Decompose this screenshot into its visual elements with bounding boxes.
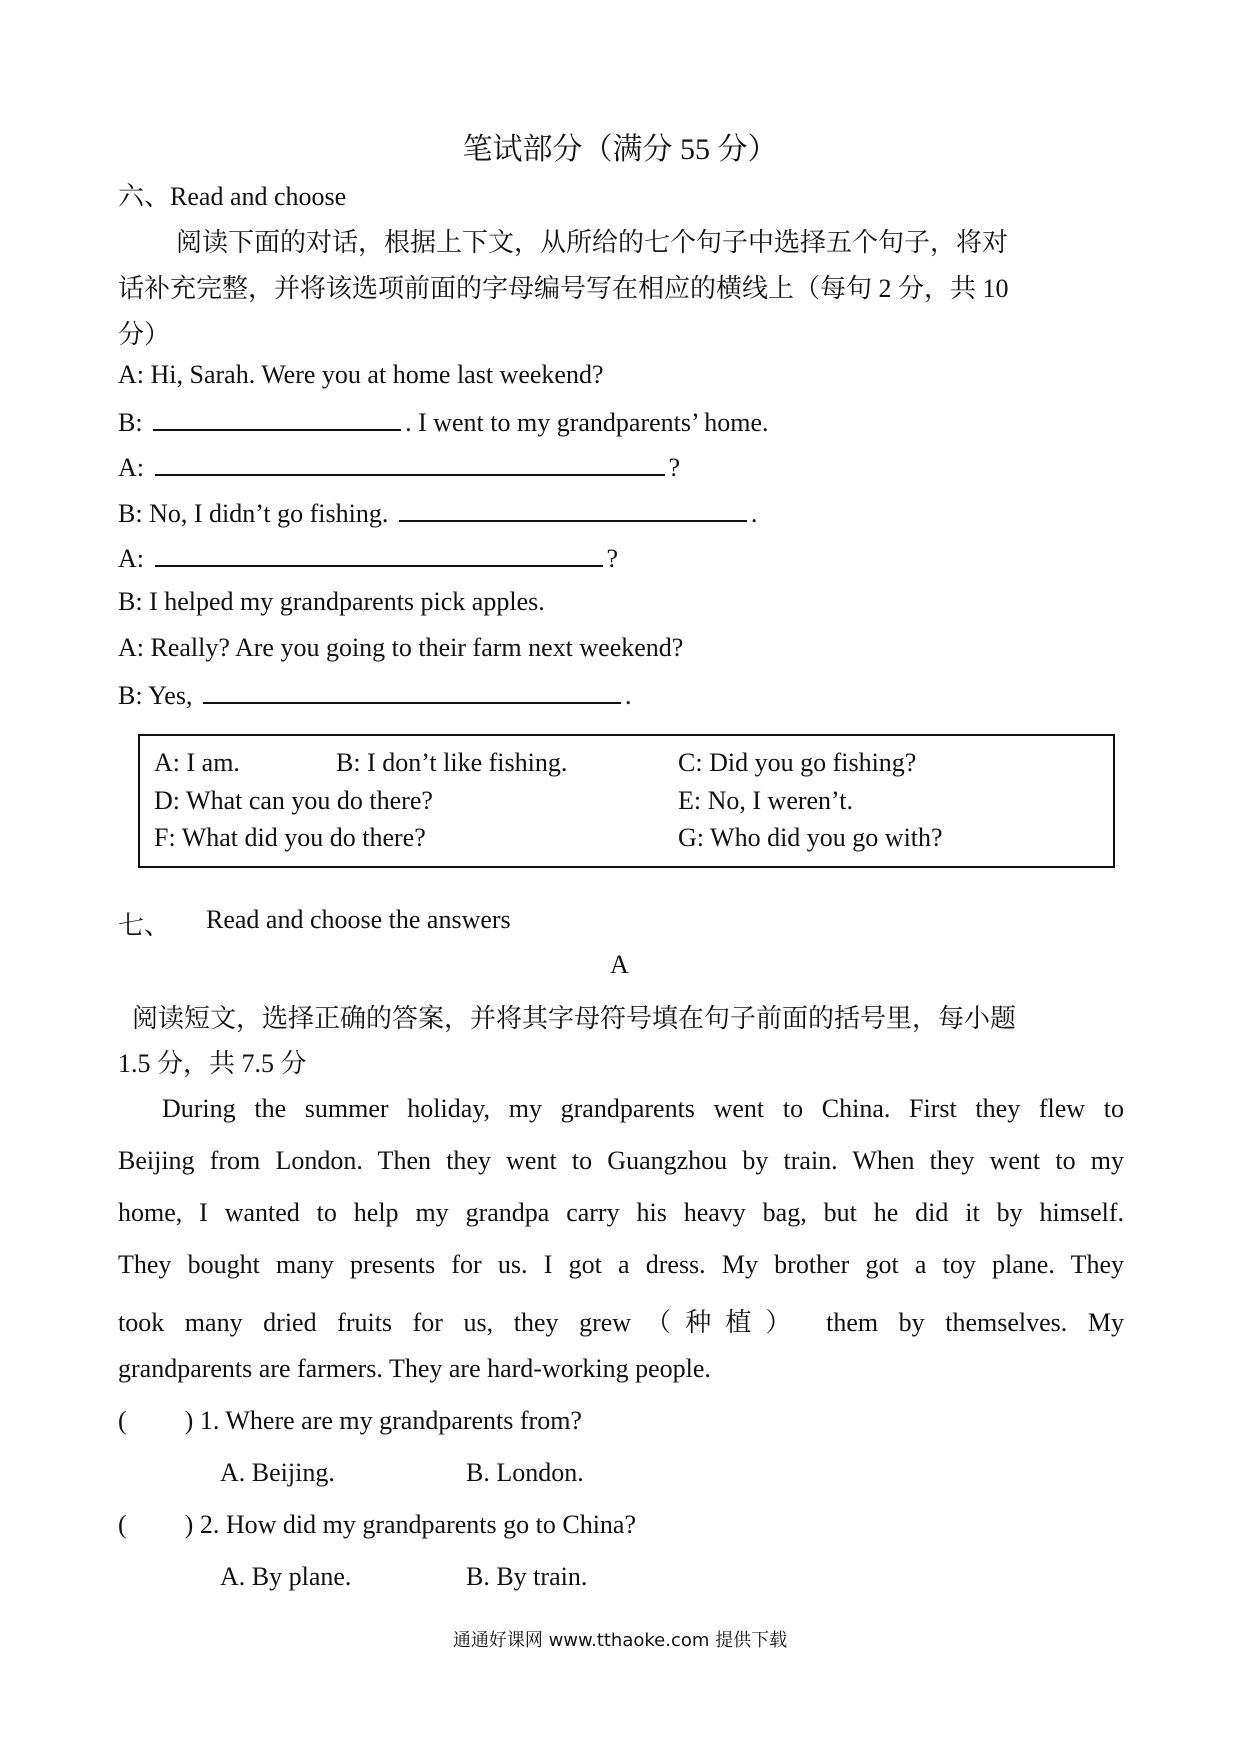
section-7-instruction-line-2: 1.5 分，共 7.5 分 bbox=[118, 1049, 307, 1078]
option-d: D: What can you do there? bbox=[154, 786, 433, 815]
question-2 bbox=[118, 1510, 636, 1540]
dialogue-speaker: B: bbox=[118, 587, 143, 616]
answer-blank[interactable] bbox=[155, 450, 665, 476]
dialogue-speaker: A: bbox=[118, 633, 144, 662]
answer-blank[interactable] bbox=[155, 541, 603, 567]
dialogue-text: . bbox=[624, 681, 632, 710]
passage-line-5: took many dried fruits for us, they grew（种植） them by themselves. My bbox=[118, 1308, 1124, 1337]
question-text: 2. How did my grandparents go to China? bbox=[199, 1510, 636, 1539]
option-b: B: I don’t like fishing. bbox=[336, 748, 568, 777]
dialogue-speaker: B: bbox=[118, 499, 143, 528]
dialogue-text: No, I didn’t go fishing. bbox=[149, 499, 389, 528]
dialogue-line-8 bbox=[118, 678, 631, 711]
part-label: A bbox=[610, 950, 629, 979]
dialogue-line-7 bbox=[118, 633, 683, 663]
section-6-title: Read and choose bbox=[170, 182, 347, 211]
dialogue-text: Hi, Sarah. Were you at home last weekend? bbox=[150, 360, 604, 389]
passage-line-1: During the summer holiday, my grandparents went to China. First they flew to bbox=[162, 1094, 1124, 1123]
section-7-title: Read and choose the answers bbox=[206, 905, 511, 934]
section-6-number: 六、 bbox=[118, 182, 171, 211]
question-1-choice-a: A. Beijing. bbox=[220, 1458, 335, 1487]
dialogue-text: Yes, bbox=[148, 681, 193, 710]
question-1-choice-b: B. London. bbox=[466, 1458, 584, 1487]
section-6-instruction-line-2: 话补充完整，并将该选项前面的字母编号写在相应的横线上（每句 2 分，共 10 bbox=[118, 274, 1009, 303]
passage-line-3: home, I wanted to help my grandpa carry his heavy bag, but he did it by himself. bbox=[118, 1198, 1124, 1227]
answer-blank[interactable] bbox=[203, 678, 621, 704]
dialogue-line-5 bbox=[118, 541, 618, 574]
option-e: E: No, I weren’t. bbox=[678, 786, 853, 815]
dialogue-line-2 bbox=[118, 405, 769, 438]
dialogue-line-4 bbox=[118, 496, 757, 529]
section-6-instruction-line-1: 阅读下面的对话，根据上下文，从所给的七个句子中选择五个句子，将对 bbox=[176, 228, 1009, 257]
options-box bbox=[138, 734, 1115, 868]
question-2-choice-a: A. By plane. bbox=[220, 1562, 352, 1591]
page-title: 笔试部分（满分 55 分） bbox=[462, 133, 778, 166]
passage-line-6: grandparents are farmers. They are hard-working people. bbox=[118, 1354, 711, 1383]
dialogue-line-1 bbox=[118, 360, 604, 390]
dialogue-speaker: B: bbox=[118, 681, 143, 710]
section-6-instruction-line-3: 分） bbox=[118, 320, 171, 349]
option-a: A: I am. bbox=[154, 748, 240, 777]
dialogue-text: . bbox=[750, 499, 758, 528]
option-g: G: Who did you go with? bbox=[678, 823, 943, 852]
dialogue-text: ? bbox=[606, 544, 619, 573]
dialogue-text: I helped my grandparents pick apples. bbox=[149, 587, 545, 616]
answer-bracket-open[interactable]: ( bbox=[118, 1510, 127, 1539]
dialogue-text: ? bbox=[668, 453, 681, 482]
question-2-choice-b: B. By train. bbox=[466, 1562, 588, 1591]
section-7-instruction-line-1: 阅读短文，选择正确的答案，并将其字母符号填在句子前面的括号里，每小题 bbox=[132, 1004, 1017, 1033]
dialogue-text: . I went to my grandparents’ home. bbox=[405, 408, 769, 437]
footer-credit: 通通好课网 www.tthaoke.com 提供下载 bbox=[452, 1630, 788, 1651]
question-1 bbox=[118, 1406, 582, 1436]
passage-line-4: They bought many presents for us. I got a dress. My brother got a toy plane. They bbox=[118, 1250, 1124, 1279]
dialogue-speaker: B: bbox=[118, 408, 143, 437]
question-text: 1. Where are my grandparents from? bbox=[199, 1406, 582, 1435]
passage-line-2: Beijing from London. Then they went to Guangzhou by train. When they went to my bbox=[118, 1146, 1124, 1175]
section-7-number: 七、 bbox=[118, 911, 171, 940]
answer-bracket-close: ) bbox=[184, 1510, 194, 1539]
answer-blank[interactable] bbox=[153, 405, 401, 431]
answer-bracket-open[interactable]: ( bbox=[118, 1406, 127, 1435]
dialogue-line-3 bbox=[118, 450, 680, 483]
dialogue-line-6 bbox=[118, 587, 545, 617]
dialogue-speaker: A: bbox=[118, 544, 144, 573]
dialogue-speaker: A: bbox=[118, 360, 144, 389]
dialogue-text: Really? Are you going to their farm next weekend? bbox=[150, 633, 684, 662]
answer-bracket-close: ) bbox=[184, 1406, 194, 1435]
option-f: F: What did you do there? bbox=[154, 823, 426, 852]
answer-blank[interactable] bbox=[399, 496, 747, 522]
section-6-heading bbox=[118, 176, 346, 213]
option-c: C: Did you go fishing? bbox=[678, 748, 917, 777]
dialogue-speaker: A: bbox=[118, 453, 144, 482]
